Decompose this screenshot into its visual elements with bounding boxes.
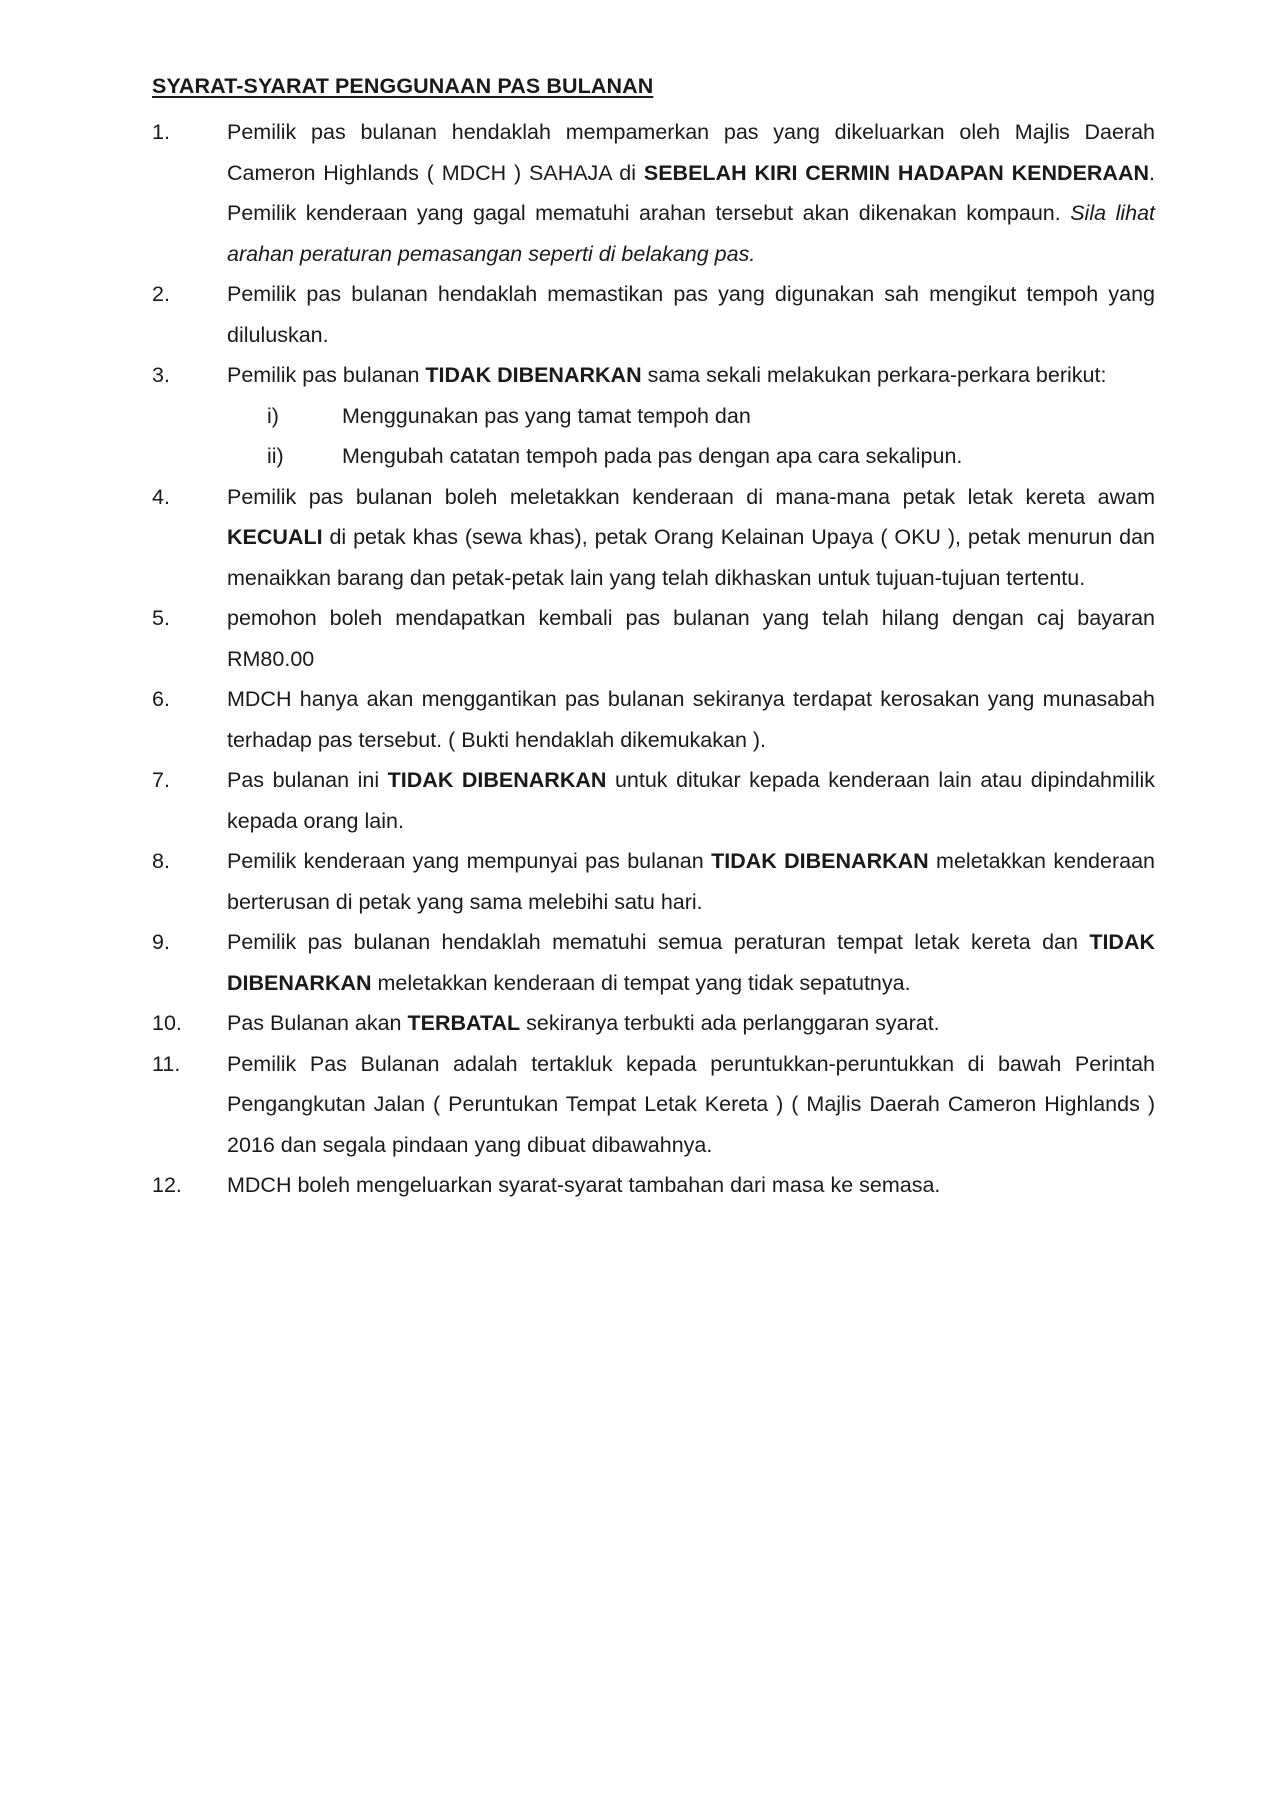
text-run: Pemilik pas bulanan boleh meletakkan kenderaan di mana-mana petak letak kereta awam: [227, 484, 1155, 509]
text-run: Pas bulanan ini: [227, 768, 388, 792]
text-run: meletakkan kenderaan di tempat yang tidak sepatutnya.: [371, 970, 911, 995]
term-item: [152, 477, 1155, 599]
document-title: SYARAT-SYARAT PENGGUNAAN PAS BULANAN: [152, 74, 654, 98]
text-run: sekiranya terbukti ada perlanggaran syarat.: [520, 1011, 940, 1035]
term-item: [152, 355, 1155, 477]
term-text: [227, 679, 1155, 760]
term-number: 3.: [152, 363, 170, 387]
term-text: [227, 1044, 1155, 1166]
text-run: pemohon boleh mendapatkan kembali pas bulanan yang telah hilang dengan caj bayaran RM80.00: [227, 606, 1155, 671]
text-run: Pas Bulanan akan: [227, 1011, 408, 1035]
sub-item-text: Menggunakan pas yang tamat tempoh dan: [342, 403, 751, 428]
sub-item-number: ii): [267, 444, 284, 468]
term-text: [227, 477, 1155, 599]
sub-item-text: Mengubah catatan tempoh pada pas dengan apa cara sekalipun.: [342, 444, 963, 468]
term-item: [152, 1165, 1155, 1206]
term-text: [227, 598, 1155, 679]
term-number: 4.: [152, 484, 170, 509]
text-run: di petak khas (sewa khas), petak Orang Kelainan Upaya ( OKU ), petak menurun dan menaikkan barang dan petak-petak lain yang telah dikhaskan untuk tujuan-tujuan tertentu.: [227, 525, 1155, 590]
term-item: [152, 922, 1155, 1003]
term-number: 1.: [152, 120, 170, 144]
term-number: 8.: [152, 849, 170, 873]
term-item: [152, 274, 1155, 355]
term-text: [227, 112, 1155, 274]
sub-item-number: i): [267, 403, 279, 428]
emphasis-text: TERBATAL: [407, 1011, 521, 1035]
term-item: [152, 112, 1155, 274]
term-number: 12.: [152, 1173, 182, 1197]
text-run: MDCH hanya akan menggantikan pas bulanan sekiranya terdapat kerosakan yang munasabah terhadap pas tersebut. ( Bukti hendaklah dikemukakan ).: [227, 687, 1155, 752]
text-run: MDCH boleh mengeluarkan syarat-syarat tambahan dari masa ke semasa.: [227, 1173, 941, 1197]
term-number: 5.: [152, 606, 170, 630]
term-text: [227, 841, 1155, 922]
text-run: . Pemilik kenderaan yang gagal mematuhi arahan tersebut akan dikenakan kompaun.: [227, 160, 1155, 225]
italic-note: Sila lihat arahan peraturan pemasangan seperti di belakang pas.: [227, 201, 1156, 266]
emphasis-text: TIDAK DIBENARKAN: [227, 930, 1155, 995]
text-run: sama sekali melakukan perkara-perkara berikut:: [641, 363, 1107, 387]
term-text: [227, 922, 1155, 1003]
term-number: 7.: [152, 768, 170, 792]
term-number: 9.: [152, 930, 170, 954]
term-text: [227, 355, 1155, 396]
term-item: [152, 1044, 1155, 1166]
emphasis-text: SEBELAH KIRI CERMIN HADAPAN KENDERAAN: [643, 160, 1150, 185]
text-run: Pemilik kenderaan yang mempunyai pas bulanan: [227, 849, 712, 873]
sub-item: [227, 396, 1155, 437]
text-run: Pemilik Pas Bulanan adalah tertakluk kepada peruntukkan-peruntukkan di bawah Perintah Pengangkutan Jalan ( Peruntukan Tempat Letak Kereta ) ( Majlis Daerah Cameron Highlands ) 2016 dan segala pindaan yang dibuat dibawahnya.: [227, 1051, 1155, 1157]
emphasis-text: TIDAK DIBENARKAN: [711, 849, 929, 873]
emphasis-text: TIDAK DIBENARKAN: [387, 768, 607, 792]
term-item: [152, 760, 1155, 841]
emphasis-text: TIDAK DIBENARKAN: [425, 363, 642, 387]
emphasis-text: KECUALI: [227, 525, 323, 549]
text-run: meletakkan kenderaan berterusan di petak yang sama melebihi satu hari.: [227, 849, 1155, 914]
term-text: [227, 1165, 1155, 1206]
text-run: Pemilik pas bulanan: [227, 363, 426, 387]
terms-list: [152, 112, 1155, 1206]
term-text: [227, 274, 1155, 355]
text-run: Pemilik pas bulanan hendaklah memastikan pas yang digunakan sah mengikut tempoh yang diluluskan.: [227, 282, 1155, 347]
term-text: [227, 1003, 1155, 1044]
text-run: Pemilik pas bulanan hendaklah mematuhi semua peraturan tempat letak kereta dan: [227, 930, 1090, 954]
term-item: [152, 1003, 1155, 1044]
text-run: untuk ditukar kepada kenderaan lain atau dipindahmilik kepada orang lain.: [227, 768, 1156, 833]
term-number: 10.: [152, 1011, 182, 1035]
term-number: 6.: [152, 687, 170, 711]
text-run: Pemilik pas bulanan hendaklah mempamerkan pas yang dikeluarkan oleh Majlis Daerah Cameron Highlands ( MDCH ) SAHAJA di: [227, 120, 1155, 185]
sub-item: [227, 436, 1155, 477]
term-text: [227, 760, 1155, 841]
term-item: [152, 598, 1155, 679]
term-item: [152, 679, 1155, 760]
term-number: 11.: [152, 1051, 181, 1076]
term-item: [152, 841, 1155, 922]
term-number: 2.: [152, 282, 170, 306]
